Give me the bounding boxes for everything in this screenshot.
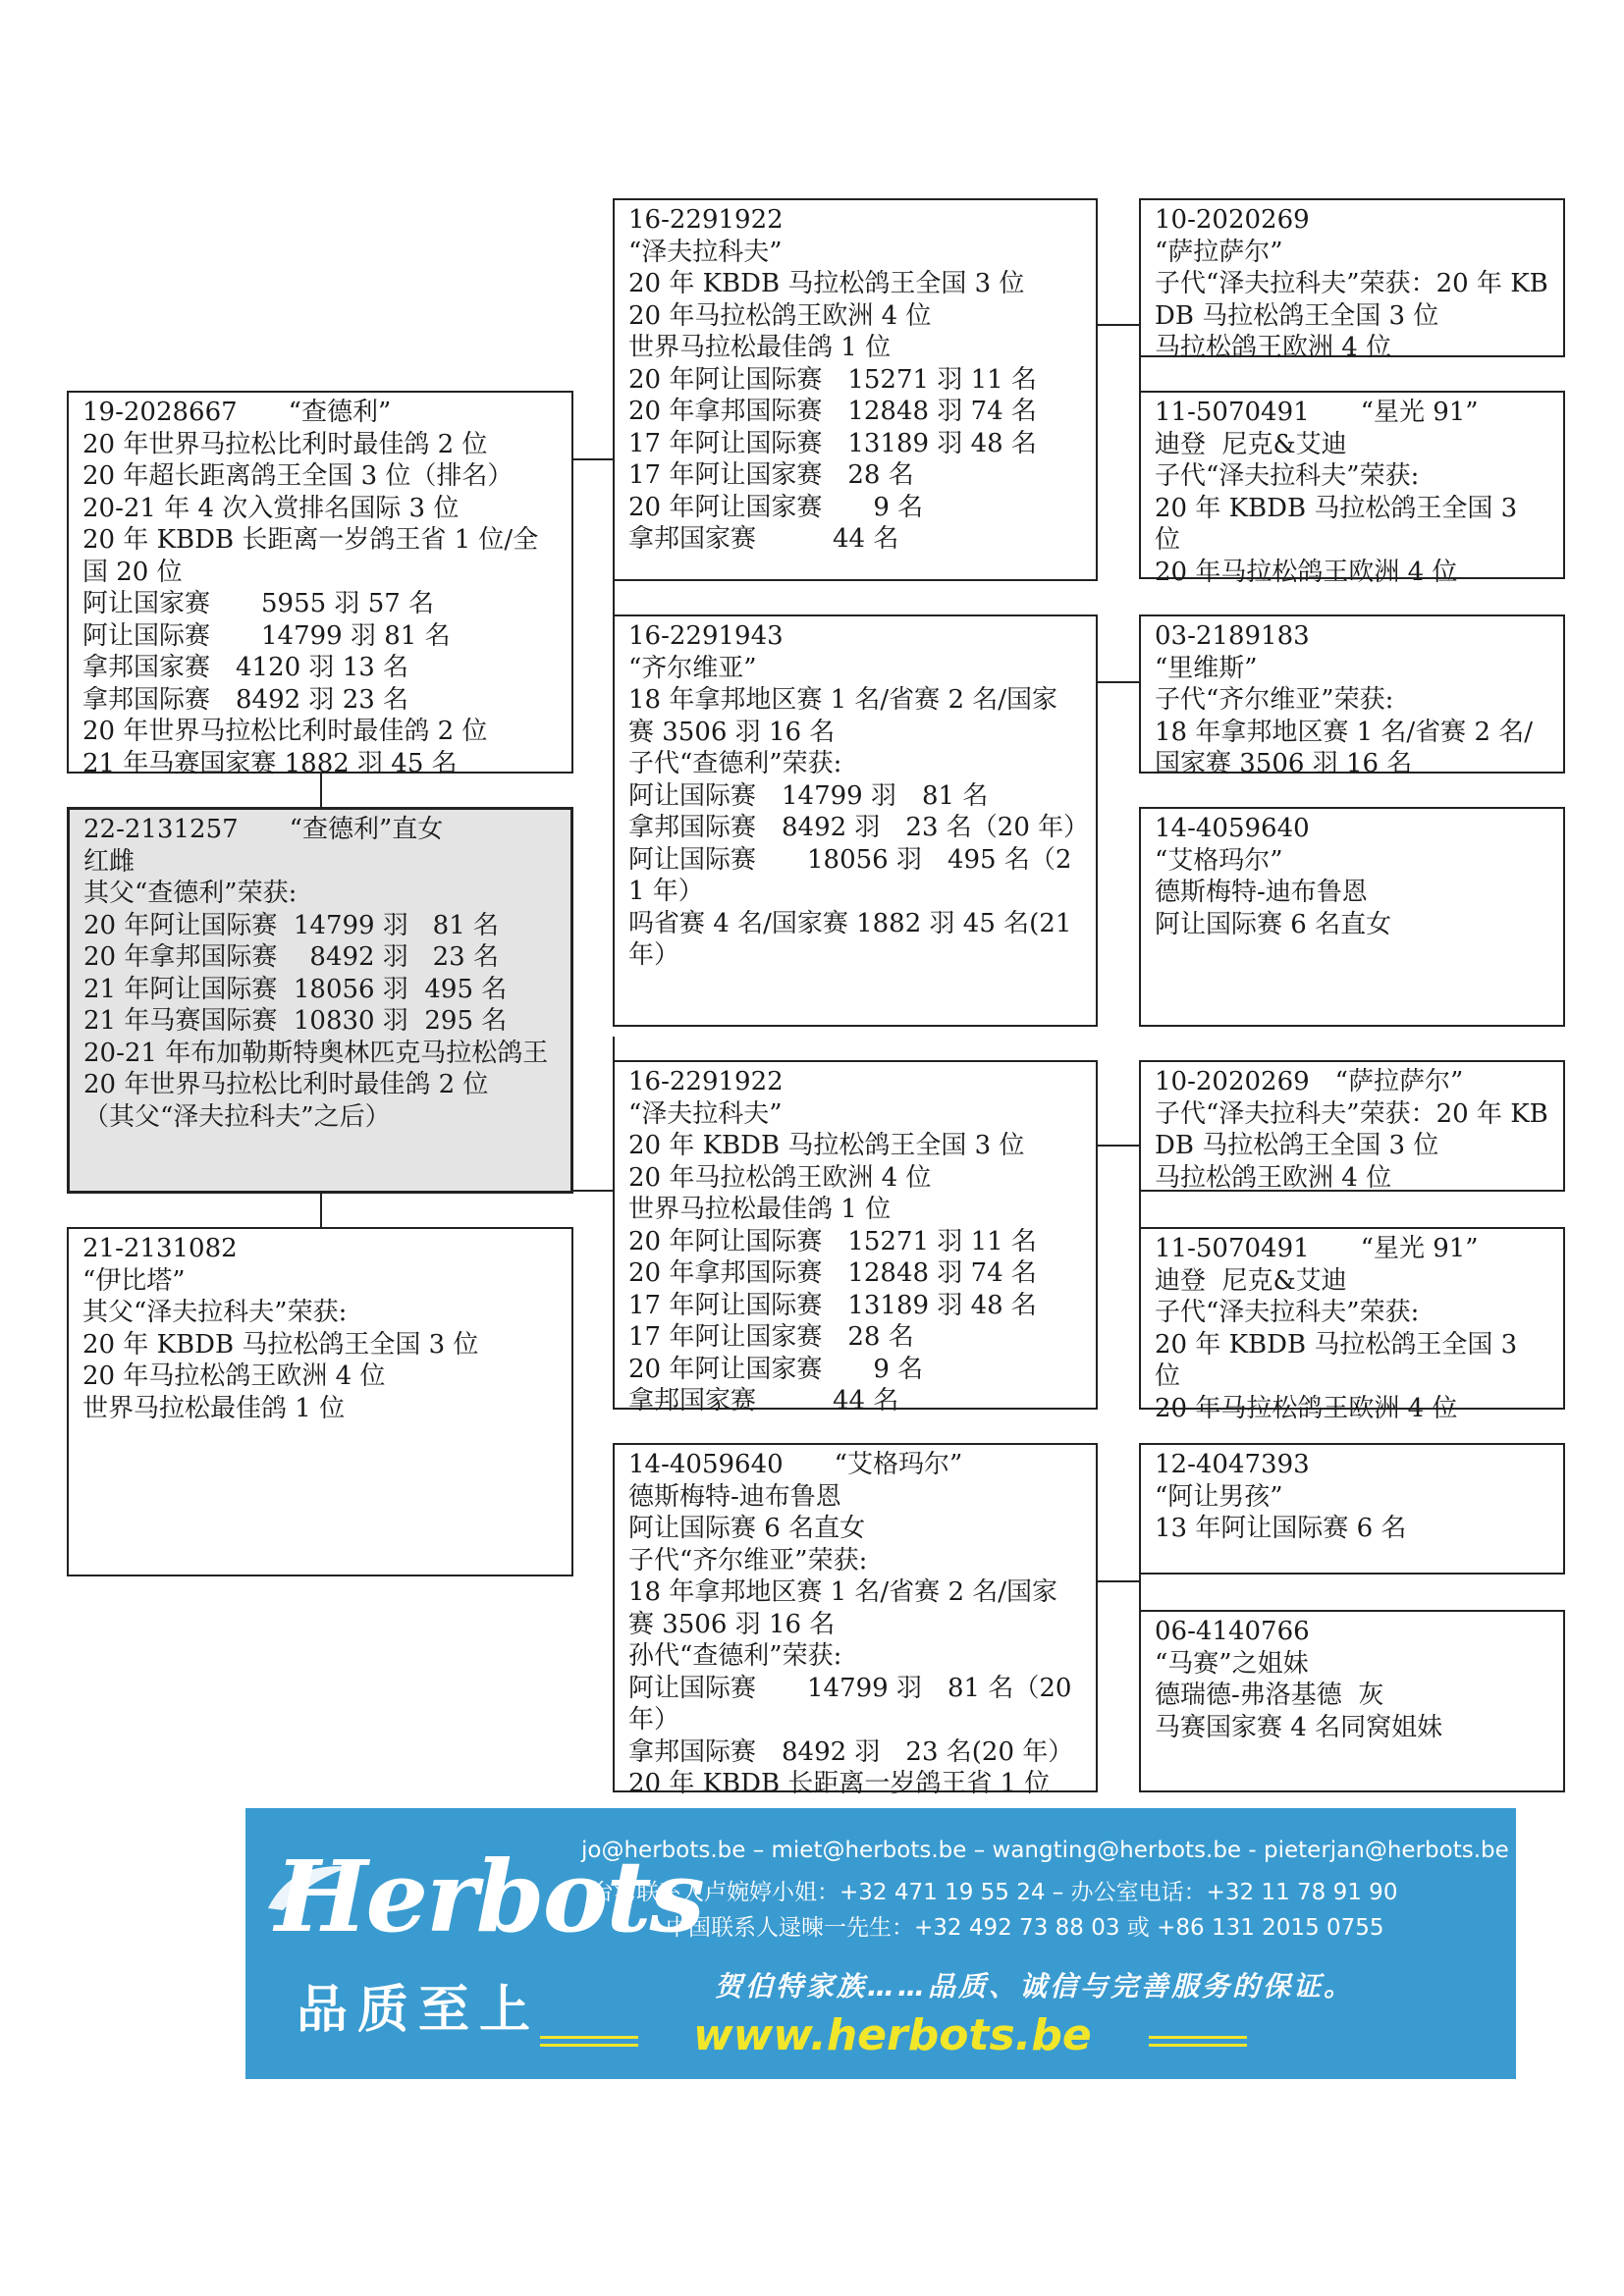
- pedigree-line: 20-21 年布加勒斯特奥林匹克马拉松鸽王: [83, 1038, 549, 1068]
- pedigree-line: 16-2291943: [628, 621, 784, 651]
- pedigree-line: 20 年拿邦国际赛 12848 羽 74 名: [628, 1258, 1037, 1288]
- pedigree-line: 18 年拿邦地区赛 1 名/省赛 2 名/国家赛 3506 羽 16 名: [628, 1577, 1058, 1639]
- pedigree-line: 20 年 KBDB 马拉松鸽王全国 3 位: [1155, 493, 1526, 555]
- pedigree-line: 迪登 尼克&艾迪: [1155, 429, 1347, 459]
- pedigree-line: 20 年阿让国际赛 15271 羽 11 名: [628, 1226, 1037, 1256]
- pedigree-line: 20 年超长距离鸽王全国 3 位（排名）: [82, 461, 514, 491]
- pedigree-line: 其父“泽夫拉科夫”荣获:: [82, 1298, 348, 1327]
- pedigree-line: 世界马拉松最佳鸽 1 位: [628, 333, 892, 362]
- pedigree-line: 阿让国际赛 14799 羽 81 名（20 年）: [628, 1673, 1080, 1735]
- pedigree-line: 22-2131257 “查德利”直女: [83, 815, 444, 844]
- sire-box: [67, 391, 573, 778]
- pedigree-line: 拿邦国家赛 4120 羽 13 名: [82, 653, 409, 682]
- pedigree-line: 20 年 KBDB 长距离一岁鸽王省 1 位: [628, 1769, 1051, 1798]
- pedigree-line: 20 年 KBDB 马拉松鸽王全国 3 位: [82, 1329, 479, 1360]
- subject-box: [67, 807, 573, 1194]
- dsd-box: [1139, 1227, 1565, 1423]
- email-contacts[interactable]: jo@herbots.be – miet@herbots.be – wangting@herbots.be - pieterjan@herbots.be: [581, 1838, 1509, 1863]
- decorative-line-left: [540, 2036, 638, 2039]
- sire-dam-box: [613, 614, 1098, 1027]
- pedigree-line: 17 年阿让国家赛 28 名: [628, 1322, 914, 1352]
- connector-dd-parents: [1098, 1580, 1139, 1582]
- pedigree-line: 子代“泽夫拉科夫”荣获:: [1155, 1298, 1420, 1327]
- connector-dam-parents: [573, 1190, 613, 1192]
- pedigree-line: “齐尔维亚”: [628, 653, 757, 683]
- pedigree-line: 阿让国际赛 14799 羽 81 名: [628, 780, 989, 811]
- dam-box: [67, 1227, 573, 1576]
- pedigree-line: 10-2020269 “萨拉萨尔”: [1155, 1067, 1464, 1096]
- connector-ss-parents: [1098, 324, 1139, 326]
- pedigree-line: 20 年阿让国家赛 9 名: [628, 1354, 924, 1384]
- pedigree-line: 17 年阿让国际赛 13189 羽 48 名: [628, 428, 1037, 458]
- pedigree-line: 马赛国家赛 4 名同窝姐妹: [1155, 1712, 1443, 1742]
- connector-ds-parents: [1098, 1145, 1139, 1147]
- pedigree-line: 马拉松鸽王欧洲 4 位: [1155, 1162, 1392, 1193]
- pedigree-line: 拿邦国家赛 44 名: [628, 1386, 899, 1415]
- pedigree-line: 拿邦国际赛 8492 羽 23 名（20 年）: [628, 813, 1090, 842]
- pedigree-line: 子代“泽夫拉科夫”荣获：20 年 KBDB 马拉松鸽王全国 3 位: [1155, 1098, 1548, 1160]
- taiwan-contact: 台湾联系人卢婉婷小姐：+32 471 19 55 24 – 办公室电话：+32 11 78 91 90: [591, 1880, 1398, 1905]
- pedigree-line: “泽夫拉科夫”: [628, 237, 783, 267]
- pedigree-line: “阿让男孩”: [1155, 1481, 1283, 1512]
- decorative-line-right: [1149, 2036, 1247, 2039]
- pedigree-line: 世界马拉松最佳鸽 1 位: [82, 1393, 346, 1423]
- pedigree-line: 拿邦国际赛 8492 羽 23 名(20 年）: [628, 1736, 1074, 1767]
- pedigree-line: 阿让国际赛 14799 羽 81 名: [82, 620, 451, 651]
- pedigree-line: 拿邦国家赛 44 名: [628, 524, 899, 554]
- pedigree-line: 20 年马拉松鸽王欧洲 4 位: [628, 1162, 932, 1193]
- pedigree-line: 其父“查德利”荣获:: [83, 879, 298, 908]
- pedigree-line: 20 年 KBDB 马拉松鸽王全国 3 位: [1155, 1329, 1526, 1391]
- sire-sire-box: [613, 198, 1098, 581]
- pedigree-line: 阿让国际赛 6 名直女: [628, 1514, 866, 1543]
- pedigree-line: 11-5070491 “星光 91”: [1155, 398, 1479, 427]
- pedigree-line: 20 年世界马拉松比利时最佳鸽 2 位: [83, 1070, 489, 1099]
- pedigree-line: 马拉松鸽王欧洲 4 位: [1155, 333, 1392, 362]
- pedigree-line: 阿让国际赛 18056 羽 495 名（21 年）: [628, 844, 1072, 906]
- pedigree-line: 阿让国家赛 5955 羽 57 名: [82, 589, 435, 618]
- pedigree-line: 16-2291922: [628, 1067, 784, 1096]
- pedigree-line: 德斯梅特-迪布鲁恩: [1155, 878, 1368, 907]
- pedigree-line: 03-2189183: [1155, 621, 1310, 651]
- pedigree-line: 20 年 KBDB 长距离一岁鸽王省 1 位/全国 20 位: [82, 525, 539, 587]
- pedigree-line: 20 年阿让国家赛 9 名: [628, 492, 924, 522]
- sss-box: [1139, 198, 1565, 362]
- pedigree-line: （其父“泽夫拉科夫”之后）: [83, 1101, 391, 1132]
- sds-box: [1139, 614, 1565, 778]
- herbots-logo: Herbots: [275, 1839, 703, 1954]
- sdd-box: [1139, 807, 1565, 1027]
- pedigree-line: 20 年世界马拉松比利时最佳鸽 2 位: [82, 429, 488, 459]
- pedigree-line: 20 年马拉松鸽王欧洲 4 位: [1155, 557, 1458, 587]
- pedigree-line: 21-2131082: [82, 1234, 238, 1263]
- pedigree-line: 18 年拿邦地区赛 1 名/省赛 2 名/国家赛 3506 羽 16 名: [628, 685, 1058, 747]
- dss-box: [1139, 1060, 1565, 1192]
- pedigree-line: 德斯梅特-迪布鲁恩: [628, 1481, 841, 1512]
- pedigree-line: 20-21 年 4 次入赏排名国际 3 位: [82, 493, 460, 523]
- pedigree-line: 20 年阿让国际赛 14799 羽 81 名: [83, 910, 499, 940]
- pedigree-line: 孙代“查德利”荣获:: [628, 1641, 842, 1671]
- pedigree-line: 12-4047393: [1155, 1450, 1310, 1479]
- pedigree-line: 10-2020269: [1155, 205, 1310, 235]
- pedigree-line: “艾格玛尔”: [1155, 845, 1283, 876]
- herbots-banner: [245, 1808, 1516, 2079]
- pedigree-line: 20 年拿邦国际赛 12848 羽 74 名: [628, 397, 1037, 426]
- pedigree-line: “里维斯”: [1155, 653, 1258, 683]
- pedigree-line: 06-4140766: [1155, 1617, 1310, 1646]
- pedigree-line: 子代“齐尔维亚”荣获:: [628, 1545, 868, 1575]
- tagline: 贺伯特家族……品质、诚信与完善服务的保证。: [715, 1970, 1355, 2002]
- pedigree-line: “萨拉萨尔”: [1155, 237, 1283, 267]
- slogan: 品质至上: [297, 1981, 541, 2040]
- pedigree-line: 17 年阿让国家赛 28 名: [628, 460, 914, 490]
- pedigree-line: 14-4059640 “艾格玛尔”: [628, 1450, 963, 1479]
- pedigree-line: 14-4059640: [1155, 814, 1310, 843]
- pedigree-line: 子代“齐尔维亚”荣获:: [1155, 685, 1394, 715]
- pedigree-line: 21 年马赛国家赛 1882 羽 45 名: [82, 748, 458, 778]
- pedigree-line: 20 年 KBDB 马拉松鸽王全国 3 位: [628, 269, 1025, 298]
- pedigree-line: “伊比塔”: [82, 1265, 186, 1296]
- pedigree-line: 子代“查德利”荣获:: [628, 749, 842, 778]
- pedigree-line: 世界马拉松最佳鸽 1 位: [628, 1195, 892, 1224]
- pedigree-line: 子代“泽夫拉科夫”荣获：20 年 KBDB 马拉松鸽王全国 3 位: [1155, 269, 1548, 331]
- connector-sd-parents: [1098, 681, 1139, 683]
- dam-sire-box: [613, 1060, 1098, 1415]
- pedigree-line: 16-2291922: [628, 205, 784, 235]
- pedigree-line: 20 年马拉松鸽王欧洲 4 位: [82, 1362, 386, 1391]
- pedigree-line: 20 年阿让国际赛 15271 羽 11 名: [628, 364, 1037, 395]
- pedigree-line: 20 年马拉松鸽王欧洲 4 位: [628, 300, 932, 331]
- decorative-line-right-2: [1149, 2044, 1247, 2047]
- pedigree-line: 20 年 KBDB 马拉松鸽王全国 3 位: [628, 1131, 1025, 1160]
- pedigree-line: 20 年拿邦国际赛 8492 羽 23 名: [83, 942, 499, 972]
- pedigree-line: 18 年拿邦地区赛 1 名/省赛 2 名/国家赛 3506 羽 16 名: [1155, 717, 1534, 778]
- pedigree-line: 红雌: [83, 846, 135, 877]
- pedigree-line: 20 年世界马拉松比利时最佳鸽 2 位: [82, 717, 488, 746]
- website-link[interactable]: www.herbots.be: [693, 2010, 1092, 2060]
- pedigree-line: “马赛”之姐妹: [1155, 1648, 1309, 1679]
- dam-dam-box: [613, 1443, 1098, 1798]
- pedigree-line: 21 年马赛国际赛 10830 羽 295 名: [83, 1006, 508, 1036]
- pedigree-line: 19-2028667 “查德利”: [82, 398, 392, 427]
- pedigree-line: 11-5070491 “星光 91”: [1155, 1234, 1479, 1263]
- ddd-box: [1139, 1610, 1565, 1792]
- pedigree-line: 吗省赛 4 名/国家赛 1882 羽 45 名(21 年）: [628, 908, 1080, 970]
- connector-sire-parents: [573, 458, 613, 460]
- pedigree-line: 21 年阿让国际赛 18056 羽 495 名: [83, 974, 508, 1004]
- pedigree-line: 13 年阿让国际赛 6 名: [1155, 1514, 1407, 1543]
- pedigree-line: 迪登 尼克&艾迪: [1155, 1265, 1347, 1296]
- ssd-box: [1139, 391, 1565, 587]
- pedigree-line: 子代“泽夫拉科夫”荣获:: [1155, 461, 1420, 491]
- dds-box: [1139, 1443, 1565, 1575]
- pedigree-line: 20 年马拉松鸽王欧洲 4 位: [1155, 1393, 1458, 1423]
- pedigree-line: 拿邦国际赛 8492 羽 23 名: [82, 684, 409, 715]
- pedigree-line: 阿让国际赛 6 名直女: [1155, 909, 1392, 939]
- pedigree-line: 德瑞德-弗洛基德 灰: [1155, 1681, 1384, 1710]
- pedigree-line: “泽夫拉科夫”: [628, 1098, 783, 1129]
- china-contact: 中国联系人逯暕一先生：+32 492 73 88 03 或 +86 131 2015 0755: [666, 1915, 1384, 1941]
- decorative-line-left-2: [540, 2044, 638, 2047]
- pedigree-line: 17 年阿让国际赛 13189 羽 48 名: [628, 1290, 1037, 1320]
